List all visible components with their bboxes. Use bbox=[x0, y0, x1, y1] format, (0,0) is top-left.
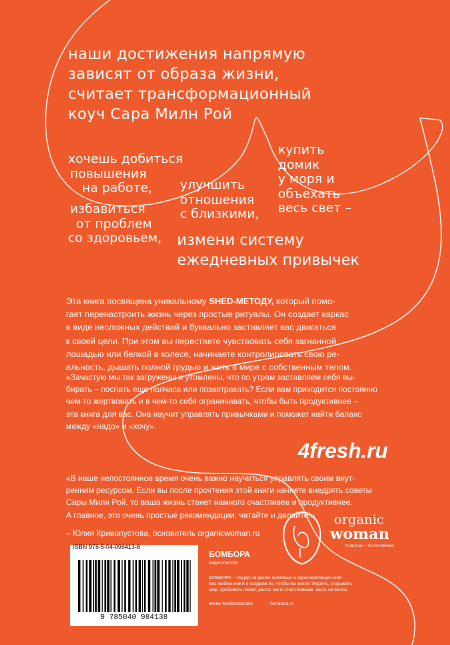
phrase-relations bbox=[180, 178, 259, 222]
publisher-text bbox=[209, 575, 352, 593]
publisher-line: БОМБОРА – лидер на рынке полезных и вдохновляющих книг. bbox=[209, 575, 343, 580]
description-text: Эта книга посвящена уникальному bbox=[66, 296, 209, 306]
phrase-line: со здоровьем, bbox=[68, 230, 162, 245]
quote-line: Сары Милн Рой, то ваша жизнь станет намного счастливее и продуктивнее. bbox=[66, 498, 353, 508]
phrase-line: объехать bbox=[278, 185, 341, 201]
phrase-line: весь свет – bbox=[278, 200, 352, 215]
organic-text: organic bbox=[334, 513, 384, 528]
phrase-line: на работе, bbox=[82, 180, 153, 195]
phrase-line: домик bbox=[278, 156, 320, 172]
phrase-line: избавиться bbox=[70, 201, 146, 216]
quote-line: «Зачастую мы так загружены и утомлены, что по утрам заставляем себя вы- bbox=[66, 373, 356, 382]
phrase-line: улучшить bbox=[180, 177, 245, 192]
headline bbox=[68, 44, 438, 124]
4fresh-logo: 4fresh.ru bbox=[298, 440, 388, 463]
description-line: лошадью или белкой в колесе, начинаете контролировать свою ре- bbox=[66, 348, 340, 359]
publisher-line: Мы любим книги и создаем их, чтобы вы могли творить, открывать bbox=[209, 581, 353, 586]
quote-4fresh bbox=[66, 372, 377, 433]
method-name: SHED-МЕТОДУ, bbox=[208, 296, 274, 306]
organic-tagline: Счастье – естественно bbox=[345, 543, 395, 548]
phrase-promotion bbox=[68, 152, 183, 196]
quote-author: – Юлия Кривопустова, основатель organicwoman.ru bbox=[66, 528, 260, 538]
quote-line: между «надо» и «хочу». bbox=[66, 421, 157, 431]
bombora-sub: издательство bbox=[209, 560, 238, 565]
description bbox=[66, 295, 386, 374]
phrase-line: измени систему bbox=[177, 231, 304, 249]
phrase-line: купить bbox=[278, 142, 325, 157]
publisher-site: bombora.ru bbox=[270, 601, 294, 606]
headline-line: наши достижения напрямую bbox=[68, 45, 306, 63]
phrase-line: ежедневных привычек bbox=[177, 250, 360, 269]
phrase-line: у моря и bbox=[278, 171, 335, 186]
organic-woman-emblem bbox=[280, 508, 324, 568]
phrase-house bbox=[278, 143, 351, 216]
quote-line: бирать – поспать еще полчаса или позавтракать? Если вам приходится постоянно bbox=[66, 385, 378, 395]
phrase-line: отношения bbox=[180, 191, 255, 207]
social-handle: bomborabooks bbox=[222, 601, 253, 606]
quote-line: ренним ресурсом. Если вы после прочтения этой книги начнете внедрять советы bbox=[66, 486, 372, 496]
phrase-line: от проблем bbox=[76, 215, 153, 231]
bombora-logo: БОМБОРА bbox=[209, 550, 251, 559]
phrase-line: хочешь добиться bbox=[68, 151, 183, 166]
publisher-line: мир, пробовать новое, расти. Быть счастливыми. Быть на волне. bbox=[209, 587, 349, 592]
description-line: в виде несложных действий и буквально заставляет вас двигаться bbox=[66, 322, 337, 333]
isbn: ISBN 978-5-04-098413-8 bbox=[70, 545, 198, 555]
phrase-health bbox=[68, 202, 162, 246]
headline-line: считает трансформационный bbox=[68, 85, 312, 103]
description-line: гает перенастроить жизнь через простые ритуалы. Он создает каркас bbox=[66, 309, 349, 320]
quote-line: чем-то жертвовать и в чем-то себя ограничивать, чтобы быть продуктивнее – bbox=[66, 397, 359, 407]
headline-line: коуч Сара Милн Рой bbox=[68, 105, 233, 123]
quote-line: А главное, это очень простые рекомендации: читайте и делайте!» bbox=[66, 510, 316, 520]
quote-line: эта книга для вас. Она научит управлять привычками и поможет найти баланс bbox=[66, 409, 362, 419]
woman-text: woman bbox=[330, 525, 390, 543]
quote-organicwoman bbox=[66, 473, 372, 540]
headline-line: зависят от образа жизни, bbox=[68, 65, 280, 83]
description-line: к своей цели. При этом вы перестаете чувствовать себя загнанной bbox=[66, 335, 337, 346]
phrase-line: повышения bbox=[70, 165, 147, 181]
phrase-line: с близкими, bbox=[180, 206, 260, 221]
description-line: альность, дышать полной грудью и жить в мире с собственным телом. bbox=[66, 362, 352, 373]
quote-line: «В наше непостоянное время очень важно научиться управлять своим внут- bbox=[66, 474, 356, 483]
social-icons: ●●●● bbox=[209, 601, 223, 607]
social-row bbox=[209, 601, 294, 607]
description-text: который помо- bbox=[273, 296, 336, 306]
phrase-habits bbox=[177, 231, 359, 270]
barcode-digits: 9 785040 984138 bbox=[70, 614, 198, 622]
